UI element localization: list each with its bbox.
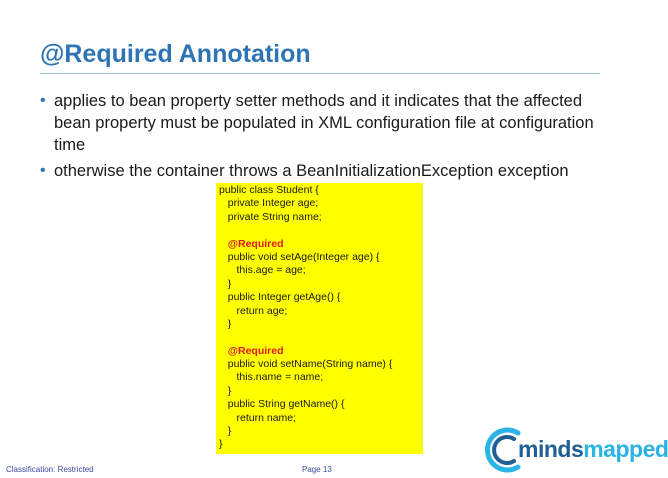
code-line — [219, 224, 423, 237]
code-line: public void setName(String name) { — [219, 358, 393, 371]
title-divider — [40, 73, 600, 74]
code-line: this.age = age; — [219, 264, 306, 277]
code-line: public class Student { — [219, 184, 319, 196]
code-line: } — [219, 438, 223, 451]
bullet-marker: • — [40, 92, 46, 109]
page-number: Page 13 — [302, 465, 332, 474]
logo-wordmark — [518, 436, 668, 463]
code-line: private String name; — [219, 210, 322, 223]
code-line: private Integer age; — [219, 197, 319, 210]
logo-word-minds: minds — [518, 436, 584, 462]
code-annotation-line: @Required — [219, 344, 284, 357]
code-line: } — [219, 317, 232, 330]
code-line: public Integer getAge() { — [219, 291, 341, 304]
code-line: return name; — [219, 411, 297, 424]
bullet-list — [40, 90, 610, 186]
code-line: return age; — [219, 304, 288, 317]
code-line — [219, 331, 423, 344]
bullet-text: applies to bean property setter methods and it indicates that the affected bean property must be populated in XML configuration file at configuration time — [54, 92, 594, 154]
slide-title: @Required Annotation — [40, 40, 311, 68]
code-line: } — [219, 384, 232, 397]
bullet-item — [40, 90, 610, 156]
code-line: } — [219, 425, 232, 438]
code-line: public void setAge(Integer age) { — [219, 250, 380, 263]
code-line: public String getName() { — [219, 398, 345, 411]
classification-label: Classification: Restricted — [6, 465, 94, 474]
code-line: } — [219, 277, 232, 290]
bullet-item — [40, 160, 610, 182]
code-annotation-line: @Required — [219, 237, 284, 250]
bullet-marker: • — [40, 162, 46, 179]
code-snippet — [216, 183, 423, 454]
logo-word-mapped: mapped — [583, 436, 668, 462]
code-line: this.name = name; — [219, 371, 324, 384]
company-logo — [490, 425, 668, 475]
bullet-text: otherwise the container throws a BeanInitializationException exception — [54, 162, 569, 180]
